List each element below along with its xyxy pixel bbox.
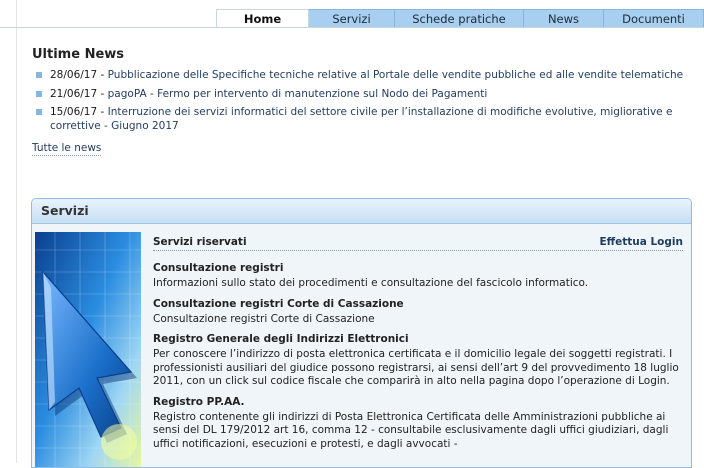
service-item [153, 261, 683, 291]
news-item [36, 87, 686, 101]
reserved-services-row [153, 235, 683, 251]
news-item [36, 105, 686, 133]
tab-news[interactable]: News [524, 9, 604, 28]
news-link[interactable]: pagoPA - Fermo per intervento di manutenzione sul Nodo dei Pagamenti [107, 87, 488, 100]
left-margin-rule [16, 0, 17, 463]
service-title[interactable]: Registro PP.AA. [153, 395, 245, 408]
login-link[interactable]: Effettua Login [599, 236, 683, 248]
bullet-icon [36, 72, 42, 78]
tab-documenti[interactable]: Documenti [604, 9, 704, 28]
news-list [36, 68, 686, 138]
main-nav-tabs [216, 9, 704, 28]
bullet-icon [36, 109, 42, 115]
services-panel [31, 198, 692, 468]
service-description: Consultazione registri Corte di Cassazione [153, 312, 375, 325]
service-item [153, 395, 683, 452]
service-title[interactable]: Registro Generale degli Indirizzi Elettronici [153, 333, 409, 345]
news-link[interactable]: Interruzione dei servizi informatici del settore civile per l’installazione di modifiche evolutive, migliorative e correttive - Giugno 2017 [50, 106, 673, 132]
news-link[interactable]: Pubblicazione delle Specifiche tecniche relative al Portale delle vendite pubbliche ed alle vendite telematiche [107, 69, 684, 81]
all-news-link[interactable]: Tutte le news [32, 142, 102, 154]
service-description: Informazioni sullo stato dei procedimenti e consultazione del fascicolo informatico. [153, 277, 589, 289]
news-separator: - [97, 87, 108, 100]
news-title: Ultime News [32, 47, 125, 62]
tab-home[interactable]: Home [216, 9, 309, 28]
service-description: Registro contenente gli indirizzi di Posta Elettronica Certificata delle Amministrazioni pubbliche ai sensi del DL 179/2012 art 16, comma 12 - consultabile esclusivamente dagli uffici giudiziari, dagli uffici notificazioni, esecuzioni e protesti, e dagli avvocati - [153, 410, 669, 450]
tab-schede-pratiche[interactable]: Schede pratiche [395, 9, 524, 28]
service-title[interactable]: Consultazione registri [153, 262, 284, 274]
service-title[interactable]: Consultazione registri Corte di Cassazione [153, 297, 404, 310]
services-content [153, 235, 683, 451]
service-item [153, 332, 683, 389]
news-separator: - [97, 106, 108, 118]
tab-servizi[interactable]: Servizi [309, 9, 395, 28]
service-description: Per conoscere l’indirizzo di posta elettronica certificata e il domicilio legale dei soggetti registrati. I professionisti ausiliari del giudice possono registrarsi, ai sensi dell’art 9 del provvedimento 18 luglio 2011, con un click sul codice fiscale che comparirà in alto nella pagina dopo l’operazione di Login. [153, 348, 679, 387]
reserved-services-label: Servizi riservati [153, 236, 247, 248]
service-item [153, 297, 683, 327]
news-date: 21/06/17 [50, 87, 98, 100]
news-item [36, 68, 686, 82]
news-date: 15/06/17 [50, 106, 98, 118]
tabs-baseline [0, 27, 704, 28]
services-panel-title: Servizi [32, 199, 691, 224]
news-separator: - [97, 69, 108, 81]
news-date: 28/06/17 [50, 69, 98, 81]
cursor-arrow-illustration [35, 232, 141, 467]
bullet-icon [36, 91, 42, 97]
